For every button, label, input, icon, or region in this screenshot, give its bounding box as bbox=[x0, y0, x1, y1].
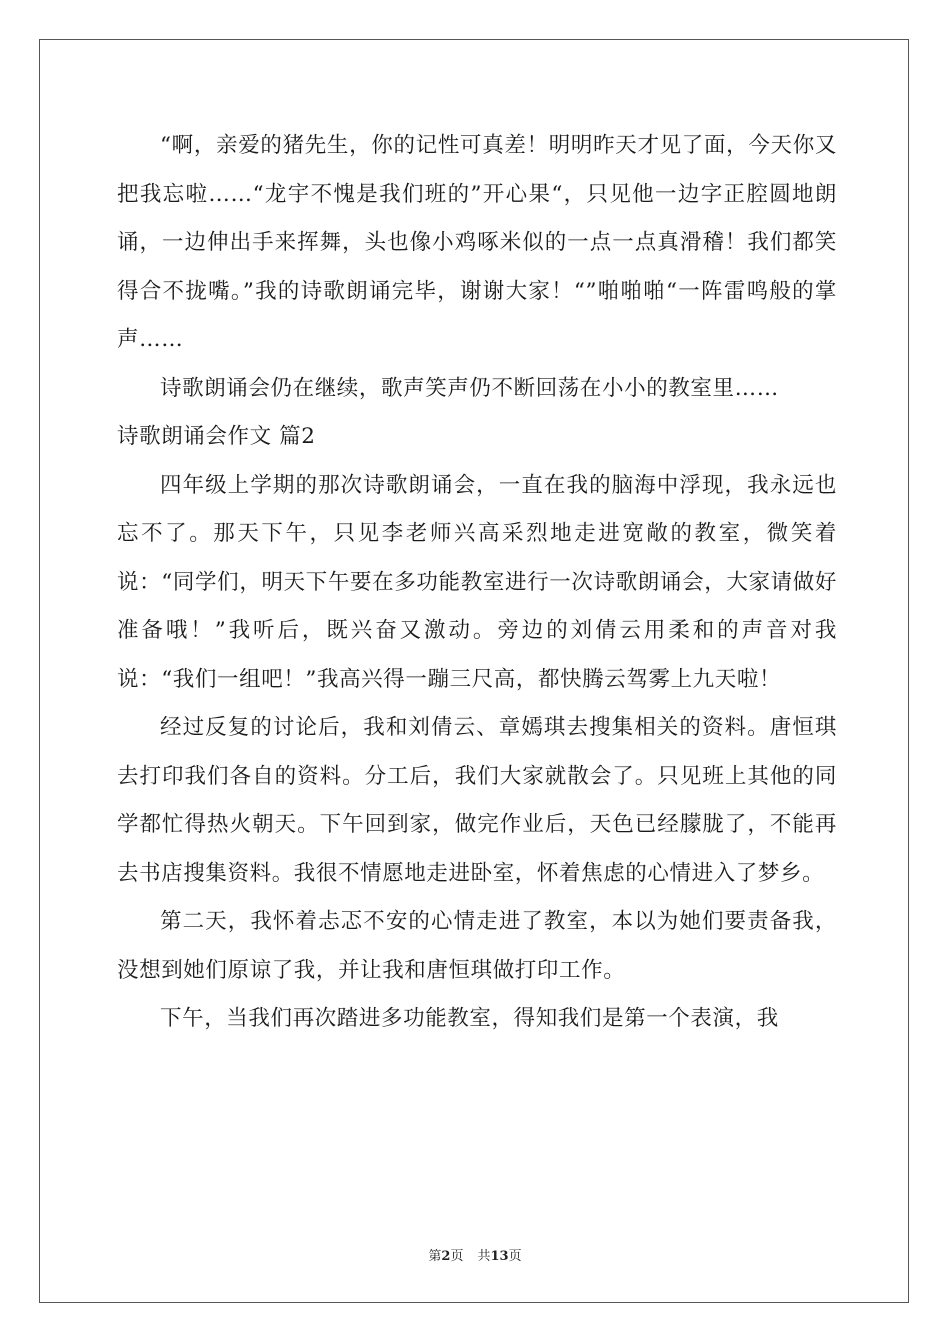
paragraph-5: 第二天，我怀着忐忑不安的心情走进了教室，本以为她们要责备我，没想到她们原谅了我，并让我和唐恒琪做打印工作。 bbox=[117, 909, 837, 983]
page-number: 2 bbox=[441, 1249, 451, 1264]
document-body bbox=[117, 122, 837, 1044]
total-prefix: 共 bbox=[477, 1249, 491, 1264]
total-suffix: 页 bbox=[508, 1249, 522, 1264]
paragraph-4: 经过反复的讨论后，我和刘倩云、章嫣琪去搜集相关的资料。唐恒琪去打印我们各自的资料。分工后，我们大家就散会了。只见班上其他的同学都忙得热火朝天。下午回到家，做完作业后，天色已经朦胧了，不能再去书店搜集资料。我很不情愿地走进卧室，怀着焦虑的心情进入了梦乡。 bbox=[117, 715, 837, 886]
page-suffix: 页 bbox=[450, 1249, 464, 1264]
total-pages: 13 bbox=[490, 1249, 509, 1264]
paragraph-6: 下午，当我们再次踏进多功能教室，得知我们是第一个表演，我 bbox=[160, 1006, 779, 1031]
paragraph-2: 诗歌朗诵会仍在继续，歌声笑声仍不断回荡在小小的教室里…… bbox=[160, 375, 779, 401]
page-footer bbox=[0, 1245, 950, 1264]
paragraph-1: “啊，亲爱的猪先生，你的记性可真差！明明昨天才见了面，今天你又把我忘啦……“龙宇不愧是我们班的”开心果“，只见他一边字正腔圆地朗诵，一边伸出手来挥舞，头也像小鸡啄米似的一点一点真滑稽！我们都笑得合不拢嘴。”我的诗歌朗诵完毕，谢谢大家！“”啪啪啪“一阵雷鸣般的掌声…… bbox=[117, 133, 837, 352]
paragraph-3: 四年级上学期的那次诗歌朗诵会，一直在我的脑海中浮现，我永远也忘不了。那天下午，只见李老师兴高采烈地走进宽敞的教室，微笑着说：“同学们，明天下午要在多功能教室进行一次诗歌朗诵会，大家请做好准备哦！”我听后，既兴奋又激动。旁边的刘倩云用柔和的声音对我说：“我们一组吧！”我高兴得一蹦三尺高，都快腾云驾雾上九天啦！ bbox=[117, 472, 837, 692]
section-heading: 诗歌朗诵会作文 篇2 bbox=[117, 424, 316, 449]
page-prefix: 第 bbox=[428, 1249, 442, 1264]
